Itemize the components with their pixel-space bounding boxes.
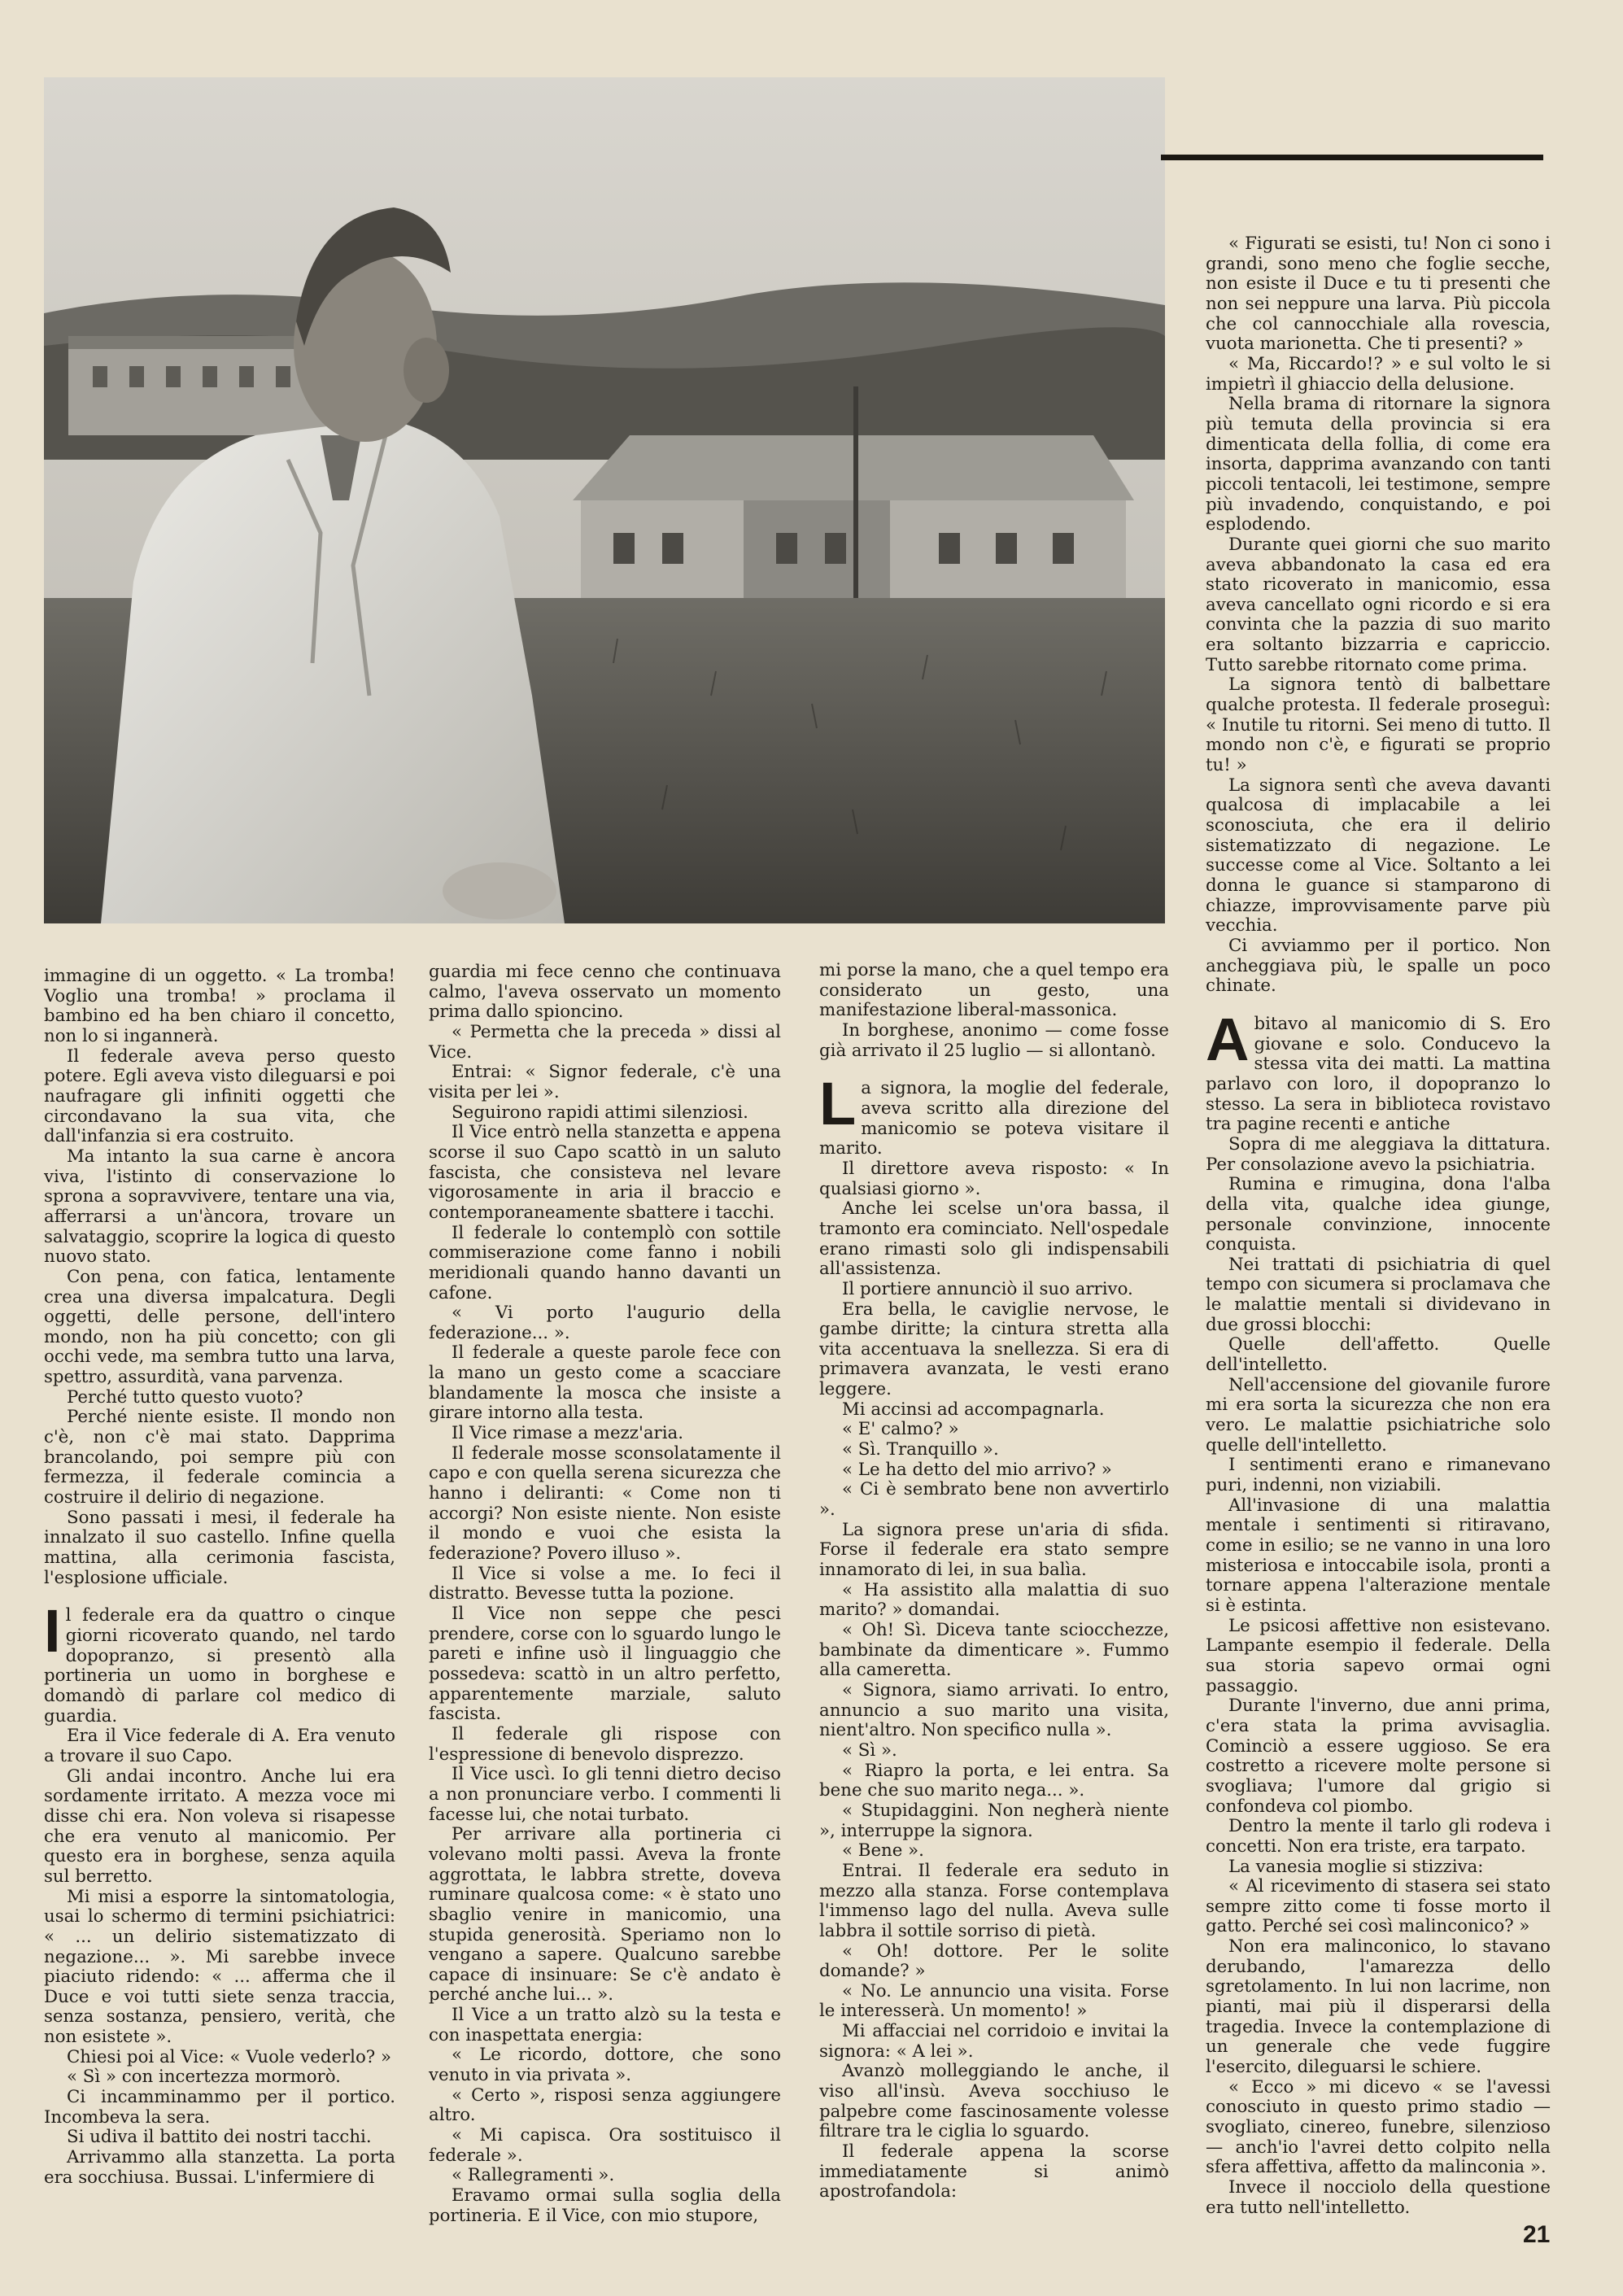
paragraph-text: Mi misi a esporre la sintomatologia, usai lo schermo di termini psichiatrici: « ... un delirio sistematizzato di negazione... ». Mi sarebbe invece piaciuto ridendo: « ... afferma che il Duce e voi tutti siete senza traccia, senza sostanza, pensiero, verità, che non esistete ». [44, 1886, 395, 2048]
paragraph-text: Rumina e rimugina, dona l'alba della vita, qualche idea giunge, personale convinzione, innocente conquista. [1206, 1174, 1551, 1255]
paragraph [819, 2142, 1169, 2202]
paragraph [819, 1521, 1169, 1581]
paragraph [1206, 1376, 1551, 1456]
paragraph [429, 1444, 781, 1565]
paragraph [429, 1103, 781, 1124]
paragraph [429, 2086, 781, 2126]
paragraph [819, 1021, 1169, 1061]
paragraph [44, 1597, 395, 1726]
paragraph [819, 1280, 1169, 1300]
paragraph [819, 1621, 1169, 1681]
paragraph-text: Sopra di me aleggiava la dittatura. Per consolazione avevo la psichiatria. [1206, 1133, 1551, 1175]
paragraph-text: La signora tentò di balbettare qualche protesta. Il federale proseguì: « Inutile tu ritorni. Sei meno di tutto. Il mondo non c'è, e figurati se proprio tu! » [1206, 674, 1551, 776]
paragraph [1206, 1617, 1551, 1697]
paragraph-text: « Al ricevimento di stasera sei stato sempre zitto come ti fosse morto il gatto. Perché sei così malinconico? » [1206, 1876, 1551, 1937]
paragraph-text: Non era malinconico, lo stavano derubando, l'amarezza dello sgretolamento. In lui non lacrime, non pianti, mai più il disperarsi della tragedia. Invece la contemplazione di un generale che vede fuggire l'esercito, dileguarsi le schiere. [1206, 1936, 1551, 2078]
paragraph-text: Il Vice entrò nella stanzetta e appena scorse il suo Capo scattò in un saluto fascista, che consisteva nel levare vigorosamente in aria il braccio e contemporaneamente sbattere i tacchi. [429, 1122, 781, 1223]
paragraph [429, 1765, 781, 1825]
paragraph-text: Il federale lo contemplò con sottile commiserazione come fanno i nobili meridionali quando hanno davanti un cafone. [429, 1222, 781, 1303]
photo-man-in-white-coat [44, 77, 1165, 923]
paragraph-text: Era bella, le caviglie nervose, le gambe diritte; la cintura stretta alla vita accentuava la snellezza. Si era di primavera avanzata, le vesti erano leggere. [819, 1299, 1169, 1400]
paragraph [819, 2022, 1169, 2062]
text-column-3 [819, 961, 1169, 2202]
paragraph [819, 1862, 1169, 1942]
paragraph [44, 1408, 395, 1508]
paragraph [1206, 776, 1551, 936]
paragraph [1206, 2078, 1551, 2178]
paragraph-text: Il direttore aveva risposto: « In qualsiasi giorno ». [819, 1158, 1169, 1199]
section-rule [1161, 155, 1543, 160]
paragraph-text: Ci avviammo per il portico. Non ancheggiava più, le spalle un poco chinate. [1206, 935, 1551, 997]
paragraph [1206, 1857, 1551, 1878]
paragraph-text: guardia mi fece cenno che continuava calmo, l'aveva osservato un momento prima dallo spioncino. [429, 962, 781, 1023]
paragraph [819, 1400, 1169, 1421]
paragraph [429, 1725, 781, 1765]
section-break [1206, 997, 1551, 1015]
paragraph-text: Eravamo ormai sulla soglia della portineria. E il Vice, con mio stupore, [429, 2185, 781, 2226]
paragraph-text: « Ha assistito alla malattia di suo marito? » domandai. [819, 1579, 1169, 1621]
paragraph [429, 1123, 781, 1223]
paragraph [429, 1343, 781, 1424]
paragraph-text: Dentro la mente il tarlo gli rodeva i concetti. Non era triste, era tarpato. [1206, 1816, 1551, 1857]
paragraph [429, 2045, 781, 2085]
paragraph-text: In borghese, anonimo — come fosse già arrivato il 25 luglio — si allontanò. [819, 1019, 1169, 1061]
paragraph-text: « No. Le annuncio una visita. Forse le interesserà. Un momento! » [819, 1980, 1169, 2022]
paragraph [429, 1224, 781, 1304]
paragraph [819, 1440, 1169, 1460]
paragraph [1206, 1135, 1551, 1175]
paragraph [819, 1841, 1169, 1862]
paragraph-text: La signora sentì che aveva davanti qualcosa di implacabile a lei sconosciuta, che era il delirio sistematizzato di negazione. Le successe come al Vice. Soltanto a lei donna le guance si stamparono di chiazze, improvvisamente parve più vecchia. [1206, 775, 1551, 936]
paragraph [44, 1388, 395, 1408]
paragraph-text: « E' calmo? » [842, 1419, 959, 1440]
paragraph [1206, 675, 1551, 775]
paragraph-text: Entrai. Il federale era seduto in mezzo alla stanza. Forse contemplava l'immenso lago del nulla. Aveva sulle labbra il sottile sorriso di pietà. [819, 1860, 1169, 1941]
paragraph-text: Il Vice non seppe che pesci prendere, corse con lo sguardo lungo le pareti e infine usò il linguaggio che possedeva: scattò in un altro perfetto, apparentemente marziale, saluto fascista. [429, 1604, 781, 1725]
paragraph-text: Il federale a queste parole fece con la mano un gesto come a scacciare blandamente la mosca che insiste a girare intorno alla testa. [429, 1342, 781, 1424]
paragraph-text: « Certo », risposi senza aggiungere altro. [429, 2084, 781, 2126]
paragraph-text: All'invasione di una malattia mentale i sentimenti si ritiravano, come in esilio; se ne vanno in una loro misteriosa e intoccabile isola, pronti a tornare appena l'alterazione mentale si è estinta. [1206, 1495, 1551, 1616]
paragraph [819, 1070, 1169, 1159]
paragraph-text: La vanesia moglie si stizziva: [1228, 1856, 1484, 1877]
paragraph-text: « Vi porto l'augurio della federazione... ». [429, 1303, 781, 1343]
paragraph-text: Mi affacciai nel corridoio e invitai la signora: « A lei ». [819, 2021, 1169, 2062]
paragraph [819, 1420, 1169, 1440]
paragraph [1206, 1335, 1551, 1375]
paragraph [429, 2166, 781, 2186]
paragraph [429, 962, 781, 1023]
paragraph [819, 1581, 1169, 1621]
text-column-4 [1206, 234, 1551, 2218]
paragraph-text: Il Vice rimase a mezz'aria. [452, 1423, 684, 1444]
paragraph-text: Entrai: « Signor federale, c'è una visita per lei ». [429, 1062, 781, 1102]
paragraph-text: « Bene ». [842, 1840, 924, 1862]
paragraph [429, 1604, 781, 1725]
paragraph-text: Il federale gli rispose con l'espressione di benevolo disprezzo. [429, 1723, 781, 1765]
paragraph [429, 1023, 781, 1063]
paragraph [429, 1825, 781, 2006]
paragraph-text: Ci incamminammo per il portico. Incombeva la sera. [44, 2087, 395, 2128]
paragraph [429, 1424, 781, 1444]
paragraph-text: Il federale mosse sconsolatamente il capo e con quella serena sicurezza che hanno i deliranti: « Come non ti accorgi? Non esiste niente. Non esiste il mondo e vuoi che esista la federazione? Povero illuso ». [429, 1443, 781, 1565]
paragraph [1206, 1937, 1551, 2078]
paragraph [44, 967, 395, 1047]
paragraph [1206, 1496, 1551, 1617]
paragraph [44, 1268, 395, 1388]
text-column-2 [429, 962, 781, 2226]
paragraph [44, 1767, 395, 1888]
paragraph-text: Anche lei scelse un'ora bassa, il tramonto era cominciato. Nell'ospedale erano rimasti solo gli indispensabili all'assistenza. [819, 1198, 1169, 1280]
paragraph-text: Perché niente esiste. Il mondo non c'è, non c'è mai stato. Dapprima brancolando, poi sempre più con fermezza, il federale comincia a costruire il delirio di negazione. [44, 1407, 395, 1508]
paragraph-text: « Le ricordo, dottore, che sono venuto in via privata ». [429, 2045, 781, 2086]
paragraph-text: Durante quei giorni che suo marito aveva abbandonato la casa ed era stato ricoverato in manicomio, essa aveva cancellato ogni ricordo e si era convinta che la pazzia di suo marito era soltanto bizzarria e capriccio. Tutto sarebbe ritornato come prima. [1206, 534, 1551, 675]
paragraph [44, 2067, 395, 2088]
paragraph-text: « Sì » con incertezza mormorò. [67, 2067, 341, 2088]
section-break [819, 1061, 1169, 1079]
paragraph-text: « Oh! Sì. Diceva tante sciocchezze, bambinate da dimenticare ». Fummo alla cameretta. [819, 1620, 1169, 1681]
paragraph [44, 2148, 395, 2188]
paragraph [1206, 1817, 1551, 1857]
paragraph-text: bitavo al manicomio di S. Ero giovane e solo. Conducevo la stessa vita dei matti. La mattina parlavo con loro, il dopopranzo lo stesso. La sera in biblioteca rovistavo tra pagine recenti e antiche [1206, 1013, 1551, 1135]
paragraph-text: Invece il nocciolo della questione era tutto nell'intelletto. [1206, 2177, 1551, 2218]
paragraph-text: Nei trattati di psichiatria di quel tempo con sicumera si proclamava che le malattie mentali si dividevano in due grossi blocchi: [1206, 1254, 1551, 1335]
paragraph [44, 1147, 395, 1268]
paragraph [44, 2088, 395, 2128]
paragraph-text: Il portiere annunciò il suo arrivo. [842, 1278, 1133, 1299]
paragraph-text: Seguirono rapidi attimi silenziosi. [452, 1102, 748, 1123]
paragraph-text: Gli andai incontro. Anche lui era sordamente irritato. A mezza voce mi disse chi era. Non voleva si risapesse che era venuto al manicomio. Per questo era in borghese, senza aquila sul berretto. [44, 1766, 395, 1887]
paragraph [819, 1460, 1169, 1481]
paragraph-text: « Stupidaggini. Non negherà niente », interruppe la signora. [819, 1800, 1169, 1841]
text-column-1 [44, 967, 395, 2188]
paragraph [44, 1508, 395, 1589]
paragraph-text: Il Vice a un tratto alzò su la testa e con inaspettata energia: [429, 2005, 781, 2045]
paragraph-text: Sono passati i mesi, il federale ha innalzato il suo castello. Infine quella mattina, alla cerimonia fascista, l'esplosione ufficiale. [44, 1507, 395, 1588]
paragraph [44, 2128, 395, 2148]
paragraph [1206, 535, 1551, 676]
paragraph [819, 2062, 1169, 2142]
paragraph [429, 1303, 781, 1343]
paragraph [429, 2186, 781, 2226]
paragraph-text: Si udiva il battito dei nostri tacchi. [67, 2127, 372, 2148]
paragraph-text: Il federale appena la scorse immediatamente si animò apostrofandola: [819, 2141, 1169, 2202]
paragraph-text: Perché tutto questo vuoto? [67, 1386, 303, 1408]
paragraph-text: « Ecco » mi dicevo « se l'avessi conosciuto in questo primo stadio — svogliato, cinereo, funebre, silenzioso — anch'io l'avrei detto colpito nella sfera affettiva, affetto da malinconia ». [1206, 2076, 1551, 2178]
paragraph-text: Nell'accensione del giovanile furore mi era sorta la sicurezza che non era vero. Le malattie psichiatriche solo quelle dell'intelletto. [1206, 1374, 1551, 1456]
paragraph [1206, 1175, 1551, 1255]
paragraph [429, 1063, 781, 1102]
paragraph-text: « Sì ». [842, 1739, 897, 1761]
paragraph [1206, 1877, 1551, 1937]
paragraph-text: Ma intanto la sua carne è ancora viva, l'istinto di conservazione lo sprona a sopravvivere, tentare una via, afferrarsi a un'àncora, trovare un salvataggio, scoprire la logica di questo nuovo stato. [44, 1146, 395, 1268]
paragraph [819, 1761, 1169, 1801]
section-break [44, 1588, 395, 1606]
paragraph [44, 2048, 395, 2068]
paragraph-text: immagine di un oggetto. « La tromba! Voglio una tromba! » proclama il bambino ed ha ben chiaro il concetto, non lo si ingannerà. [44, 966, 395, 1046]
paragraph [429, 1565, 781, 1604]
paragraph-text: Il federale aveva perso questo potere. Egli aveva visto dileguarsi e poi naufragare gli infiniti oggetti che circondavano la sua vita, che dall'infanzia si era costruito. [44, 1045, 395, 1147]
paragraph-text: mi porse la mano, che a quel tempo era considerato un gesto, una manifestazione liberal-massonica. [819, 960, 1169, 1021]
paragraph-text: « Permetta che la preceda » dissi al Vice. [429, 1021, 781, 1063]
paragraph [819, 1480, 1169, 1520]
paragraph [429, 2126, 781, 2166]
paragraph [429, 2006, 781, 2045]
paragraph [1206, 1255, 1551, 1336]
paragraph-text: l federale era da quattro o cinque giorni ricoverato quando, nel tardo dopopranzo, si presentò alla portineria un uomo in borghese e domandò di parlare col medico di guardia. [44, 1605, 395, 1726]
paragraph-text: Quelle dell'affetto. Quelle dell'intelletto. [1206, 1334, 1551, 1376]
paragraph-text: Durante l'inverno, due anni prima, c'era stata la prima avvisaglia. Cominciò a essere uggioso. Se era costretto a ricevere molte persone si svogliava; l'umore dal grigio si confondeva col piombo. [1206, 1696, 1551, 1817]
paragraph [819, 1982, 1169, 2022]
paragraph-text: Chiesi poi al Vice: « Vuole vederlo? » [67, 2046, 391, 2067]
paragraph [819, 1199, 1169, 1280]
drop-cap: A [1206, 1005, 1250, 1073]
paragraph [819, 1942, 1169, 1982]
paragraph-text: Avanzò molleggiando le anche, il viso all'insù. Aveva socchiuso le palpebre come fascinosamente volesse filtrare tra le ciglia lo sguardo. [819, 2061, 1169, 2142]
paragraph-text: Nella brama di ritornare la signora più temuta della provincia si era dimenticata della follia, di come era insorta, dapprima avanzando con tanti piccoli tentacoli, lei testimone, sempre più invadendo, conquistando, e poi esplodendo. [1206, 394, 1551, 535]
paragraph [44, 1888, 395, 2048]
paragraph-text: Mi accinsi ad accompagnarla. [842, 1399, 1105, 1420]
paragraph-text: « Ma, Riccardo!? » e sul volto le si impietrì il ghiaccio della delusione. [1206, 353, 1551, 395]
paragraph [1206, 2178, 1551, 2218]
paragraph [1206, 395, 1551, 535]
paragraph-text: « Riapro la porta, e lei entra. Sa bene che suo marito nega... ». [819, 1760, 1169, 1801]
drop-cap: I [44, 1597, 61, 1665]
paragraph-text: Arrivammo alla stanzetta. La porta era socchiusa. Bussai. L'infermiere di [44, 2147, 395, 2188]
paragraph-text: Con pena, con fatica, lentamente crea una diversa impalcatura. Degli oggetti, delle persone, dell'intero mondo, non ha più concetto; con gli occhi vede, ma sembra tutto una larva, spettro, assurdità, vana parvenza. [44, 1266, 395, 1388]
page-number: 21 [1523, 2221, 1551, 2248]
paragraph [819, 1741, 1169, 1761]
paragraph [1206, 1005, 1551, 1135]
paragraph [819, 1300, 1169, 1400]
paragraph [44, 1047, 395, 1147]
paragraph [819, 961, 1169, 1021]
paragraph-text: Il Vice uscì. Io gli tenni dietro deciso a non pronunciare verbo. I commenti li facesse lui, che notai turbato. [429, 1764, 781, 1825]
paragraph [1206, 234, 1551, 355]
paragraph-text: « Signora, siamo arrivati. Io entro, annuncio a suo marito una visita, nient'altro. Non specifico nulla ». [819, 1679, 1169, 1741]
drop-cap: L [819, 1070, 857, 1138]
paragraph [819, 1801, 1169, 1841]
paragraph [1206, 1696, 1551, 1817]
paragraph [1206, 936, 1551, 997]
paragraph-text: Le psicosi affettive non esistevano. Lampante esempio il federale. Della sua storia sapevo ormai ogni passaggio. [1206, 1615, 1551, 1696]
paragraph-text: Il Vice si volse a me. Io feci il distratto. Bevesse tutta la pozione. [429, 1563, 781, 1604]
paragraph [819, 1159, 1169, 1199]
paragraph-text: « Ci è sembrato bene non avvertirlo ». [819, 1479, 1169, 1521]
paragraph-text: « Oh! dottore. Per le solite domande? » [819, 1940, 1169, 1982]
paragraph-text: « Rallegramenti ». [452, 2165, 615, 2186]
paragraph-text: « Sì. Tranquillo ». [842, 1439, 999, 1460]
paragraph-text: Per arrivare alla portineria ci volevano molti passi. Aveva la fronte aggrottata, le labbra strette, doveva ruminare qualcosa come: « è stato uno sbaglio venire in manicomio, una stupida generosità. Speriamo non lo vengano a sapere. Qualcuno sarebbe capace di insinuare: Se c'è andato è perché anche lui... ». [429, 1824, 781, 2006]
paragraph [1206, 1456, 1551, 1495]
paragraph-text: a signora, la moglie del federale, aveva scritto alla direzione del manicomio se poteva visitare il marito. [819, 1078, 1169, 1159]
paragraph-text: Era il Vice federale di A. Era venuto a trovare il suo Capo. [44, 1726, 395, 1766]
paragraph [819, 1681, 1169, 1741]
paragraph-text: « Le ha detto del mio arrivo? » [842, 1459, 1112, 1480]
paragraph [44, 1726, 395, 1766]
photo [44, 77, 1165, 923]
paragraph-text: « Figurati se esisti, tu! Non ci sono i grandi, sono meno che foglie secche, non esiste il Duce e tu ti presenti che non sei neppure una larva. Più piccola che col cannocchiale alla rovescia, vuota marionetta. Che ti presenti? » [1206, 234, 1551, 355]
paragraph-text: « Mi capisca. Ora sostituisco il federale ». [429, 2125, 781, 2166]
paragraph-text: La signora prese un'aria di sfida. Forse il federale era stato sempre innamorato di lei, in sua balìa. [819, 1519, 1169, 1581]
paragraph-text: I sentimenti erano e rimanevano puri, indenni, non viziabili. [1206, 1455, 1551, 1496]
paragraph [1206, 355, 1551, 395]
